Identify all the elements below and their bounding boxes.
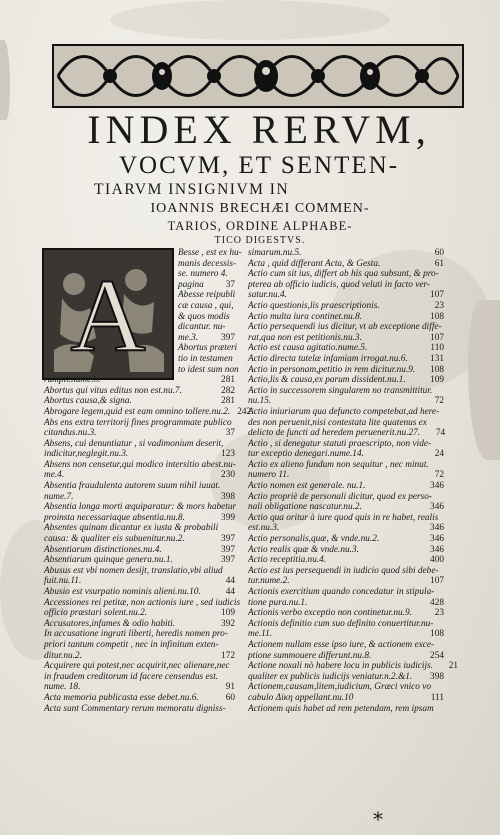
index-entry <box>44 682 235 693</box>
index-entry-text: Actio multa iura continet.nu.8. <box>248 311 363 322</box>
index-entry-text: Actio realis quæ & vnde.nu.3. <box>248 544 359 555</box>
index-entry <box>44 259 235 270</box>
index-entry-text: Actio in successorem singularem no transmittitur. <box>248 385 433 396</box>
index-entry-page: 24 <box>434 449 444 460</box>
index-entry <box>248 449 444 460</box>
index-entry-text: Actio personalis,quæ, & vnde.nu.2. <box>248 534 380 545</box>
index-entry <box>248 375 444 386</box>
index-entry-page: 60 <box>225 692 235 703</box>
index-entry-page: 254 <box>430 650 444 661</box>
index-entry <box>44 566 235 577</box>
index-entry-text: Abs ens extra territorij fines programmate publico <box>44 417 232 428</box>
index-entry <box>44 629 235 640</box>
index-entry <box>248 259 444 270</box>
index-entry <box>44 523 235 534</box>
index-entry <box>44 460 235 471</box>
index-entry <box>44 269 235 280</box>
index-entry-text: dicantur. nu- <box>178 322 226 333</box>
index-entry-text: tione pura.nu.1. <box>248 597 308 608</box>
index-entry-page: 346 <box>430 534 444 545</box>
index-entry <box>44 280 235 291</box>
index-entry <box>44 333 235 344</box>
index-title: INDEX RERVM, <box>87 107 431 152</box>
index-entry-text: Absens non censetur,qui modico intersitio abest.nu- <box>44 459 236 470</box>
index-entry-text: Acta memoria publicasta esse debet.nu.6. <box>44 692 199 703</box>
index-entry-page: 108 <box>430 311 444 322</box>
index-entry-text: priori tantum competit , nec in infinitum exten- <box>44 639 219 650</box>
index-entry-text: Absentia longa morti æquiparatur: & mors habetur <box>44 502 237 513</box>
catchword-asterisk: * <box>373 807 383 831</box>
index-entry-page: 107 <box>430 576 444 587</box>
index-entry <box>248 682 444 693</box>
index-entry-text: Abusio est vsurpatio nominis alieni.nu.10. <box>44 587 201 597</box>
index-entry <box>44 555 235 566</box>
index-entry-text: officio præstari solent.nu.2. <box>44 608 148 619</box>
index-entry <box>248 587 444 598</box>
index-entry <box>44 597 241 609</box>
index-entry-text: Abortus præteri <box>178 343 238 354</box>
index-entry-page: 109 <box>221 608 235 619</box>
index-entry-text: delicto de functi ad heredem peruenerit.nu.27. <box>248 428 421 439</box>
index-entry <box>248 396 444 407</box>
index-entry-text: me.3. <box>178 332 199 343</box>
index-entry-page: 282 <box>221 385 235 396</box>
index-entry-text: Actionem nullam esse ipso iure, & actionem exce- <box>248 639 435 650</box>
index-entry-text: Acta sunt Commentary rerum memoratu digniss- <box>44 703 226 714</box>
index-entry <box>248 640 444 651</box>
index-entry-text: Absentia fraudulenta autorem suum nihil iuuat. <box>44 481 221 492</box>
index-entry-text: Actionis exercitium quando concedatur in stipula- <box>248 587 435 597</box>
index-entry <box>248 608 444 619</box>
index-entry-text: simarum.nu.5. <box>248 248 302 258</box>
index-entry-page: 44 <box>225 576 235 587</box>
index-entry-page: 37 <box>225 428 235 439</box>
index-entry-page: 111 <box>430 692 444 703</box>
index-entry-page: 346 <box>430 481 444 492</box>
index-entry <box>44 290 235 301</box>
index-entry-page: 131 <box>430 353 444 364</box>
index-entry <box>248 312 444 323</box>
index-entry <box>44 502 235 513</box>
index-entry-text: est.nu.3. <box>248 523 280 534</box>
index-entry-text: rumpit.nume.6. <box>44 375 101 386</box>
index-entry <box>248 566 444 577</box>
index-entry-text: manis decessis- <box>178 258 237 269</box>
index-entry <box>44 428 235 439</box>
initial-letter-glyph: A <box>70 258 146 373</box>
index-subtitle-line-5: TICO DIGESTVS. <box>214 235 306 246</box>
index-entry-page: 21 <box>448 661 459 672</box>
index-entry-text: proinsta necessariaque absentia.nu.8. <box>44 512 185 523</box>
index-entry <box>248 704 444 715</box>
index-entry <box>44 396 235 407</box>
index-column-left <box>44 248 252 714</box>
index-entry-text: citandus.nu.3. <box>44 428 97 439</box>
index-entry-text: Actio,lis & causa,ex parum dissident.nu.1. <box>248 375 406 386</box>
index-entry-page: 397 <box>221 555 235 566</box>
index-entry <box>248 661 459 672</box>
index-entry-page: 397 <box>221 544 235 555</box>
index-entry <box>248 555 444 566</box>
water-stain <box>110 0 390 40</box>
index-entry <box>248 301 444 312</box>
index-entry <box>44 513 235 524</box>
index-entry-text: me.11. <box>248 629 273 640</box>
index-entry <box>248 290 444 301</box>
index-entry <box>44 545 235 556</box>
index-entry <box>44 312 235 323</box>
index-entry <box>248 322 444 333</box>
index-entry <box>248 598 444 609</box>
index-entry <box>248 248 444 259</box>
index-entry-text: tur exceptio denegari.nume.14. <box>248 449 364 460</box>
index-entry-text: nume.7. <box>44 491 74 502</box>
index-entry <box>44 492 235 503</box>
index-entry-text: Absentiarum quinque genera.nu.1. <box>44 555 173 566</box>
index-entry-text: Accusatores,infames & odio habiti. <box>44 618 176 629</box>
index-entry <box>44 301 235 312</box>
index-entry <box>248 629 444 640</box>
index-entry <box>44 449 235 460</box>
index-entry <box>44 439 235 450</box>
index-entry <box>248 386 444 397</box>
index-entry <box>44 619 235 630</box>
index-entry-text: Actio questionis,lis praescriptionis. <box>248 300 380 311</box>
index-entry-text: Actio in personam,petitio in rem dicitur.nu.9. <box>248 364 416 375</box>
index-entry <box>44 406 252 418</box>
index-entry-page: 400 <box>430 555 444 566</box>
index-entry-page: 123 <box>221 449 235 460</box>
index-entry <box>44 375 235 386</box>
index-entry <box>44 661 235 672</box>
index-entry <box>248 502 444 513</box>
index-entry <box>248 492 444 503</box>
index-entry-page: 398 <box>221 491 235 502</box>
index-entry-page: 107 <box>430 332 444 343</box>
index-entry-page: 23 <box>434 300 444 311</box>
index-entry-page: 91 <box>225 682 235 693</box>
index-entry-text: cæ causa , qui, <box>178 300 234 311</box>
index-entry <box>44 364 239 376</box>
index-entry-text: qualiter ex publicis iudicijs veniatur.n.2.&1. <box>248 671 413 682</box>
index-entry-text: & quos modis <box>178 311 230 322</box>
index-entry <box>248 513 444 524</box>
index-entry <box>44 608 235 619</box>
index-entry-page: 397 <box>221 332 235 343</box>
index-entry-text: nu.15. <box>248 396 272 407</box>
index-entry-page: 398 <box>430 671 444 682</box>
index-entry <box>248 576 444 587</box>
index-entry <box>248 428 444 439</box>
index-entry-text: Abrogare legem,quid est eam omnino tollere.nu.2. <box>44 406 231 417</box>
index-subtitle-line-2: TIARVM INSIGNIVM IN <box>94 181 290 198</box>
index-entry-text: rat,qua non est petitionis.nu.3. <box>248 332 362 343</box>
index-entry-text: Actio persequendi ius dicitur, vt ab exceptione diffe- <box>248 322 442 333</box>
ornamental-headpiece <box>52 44 464 108</box>
index-entry-page: 242 <box>237 406 252 417</box>
index-entry-text: Actio directa tutelæ infamiam irrogat.nu.6. <box>248 353 408 364</box>
index-entry <box>44 248 242 259</box>
index-entry <box>248 672 444 683</box>
index-entry-text: nali obligatione nascatur.nu.2. <box>248 502 362 513</box>
index-entry <box>248 460 444 471</box>
index-entry-text: Actio qua oritur à iure quod quis in re habet, realis <box>248 512 439 523</box>
index-entry <box>248 407 444 418</box>
index-entry-text: ptione summouere differunt.nu.8. <box>248 650 372 661</box>
index-entry-text: Absentiarum distinctiones.nu.4. <box>44 544 162 555</box>
index-entry-page: 281 <box>221 375 235 386</box>
index-subtitle-line-3: IOANNIS BRECHÆI COMMEN- <box>150 201 370 216</box>
index-entry-page: 230 <box>221 470 235 481</box>
index-entry <box>248 280 444 291</box>
index-entry-text: des non peruenit,nisi contestata lite quatenus ex <box>248 417 427 428</box>
index-entry-text: pterea ab officio iudicis, quod veluti in facto ver- <box>248 279 431 290</box>
index-entry-text: Actio ex alieno fundum non sequitur , nec minut. <box>248 459 429 470</box>
index-entry-page: 172 <box>221 650 235 661</box>
index-entry-page: 37 <box>225 279 235 290</box>
page-tear <box>0 40 10 120</box>
index-entry-text: Acta , quid differant Acta, & Gesta. <box>248 258 381 269</box>
index-entry-text: numero 11. <box>248 470 290 481</box>
index-entry-page: 61 <box>434 258 444 269</box>
index-entry-text: Accessiones rei petitæ, non actionis iure , sed iudicis <box>44 597 241 608</box>
index-entry <box>44 534 235 545</box>
index-entry-page: 109 <box>430 375 444 386</box>
index-entry-text: Absentes quinam dicantur ex iusta & probabili <box>44 523 219 534</box>
index-entry-page: 107 <box>430 290 444 301</box>
index-entry-page: 74 <box>435 428 446 439</box>
index-entry-text: Actio est causa agitatio.nume.5. <box>248 343 368 354</box>
index-entry-text: Abortus qui vitus editus non est.nu.7. <box>44 385 182 396</box>
index-entry-page: 346 <box>430 502 444 513</box>
index-entry-text: me.4. <box>44 470 65 481</box>
index-entry-text: Abusus est vbi nomen desijt, translatio,vbi aliud <box>44 565 223 576</box>
page-tear <box>468 300 500 460</box>
index-entry-text: Abesse reipubli <box>178 290 236 301</box>
index-entry <box>44 704 235 715</box>
index-entry-text: pagina <box>178 279 204 290</box>
index-entry-text: In accusatione ingrati liberti, heredis nomen pro- <box>44 629 228 640</box>
index-subtitle-line-4: TARIOS, ORDINE ALPHABE- <box>167 219 353 233</box>
index-entry-page: 281 <box>221 396 235 407</box>
index-entry-page: 346 <box>430 544 444 555</box>
index-entry-text: Actio cum sit ius, differt ab his qua subsunt, & pro- <box>248 269 439 280</box>
index-entry <box>44 640 235 651</box>
index-entry-text: Abortus causa,& signa. <box>44 396 132 407</box>
index-entry-text: ditur.nu.2. <box>44 650 82 661</box>
index-entry-page: 44 <box>225 587 235 597</box>
index-entry-text: indicitur,neglegit.nu.3. <box>44 449 129 460</box>
index-entry <box>248 534 444 545</box>
index-entry-text: Actio receptitia.nu.4. <box>248 555 327 566</box>
index-entry <box>44 481 235 492</box>
index-entry-text: Actionis definitio cum suo definito conuertitur.nu- <box>248 618 434 629</box>
index-entry-text: Actio nomen est generale. nu.1. <box>248 481 366 492</box>
index-entry-text: tur.nume.2. <box>248 576 290 587</box>
index-entry-page: 346 <box>430 523 444 534</box>
index-entry-text: Besse , est ex hu- <box>178 248 242 258</box>
index-entry-page: 108 <box>430 364 444 375</box>
index-entry <box>248 470 444 481</box>
index-entry <box>248 481 444 492</box>
index-entry-text: tio in testamen <box>178 353 233 364</box>
index-entry-text: in fraudem creditorum id facere censendus est. <box>44 671 219 682</box>
index-entry-text: nume. 18. <box>44 682 81 693</box>
index-entry-text: fuit.nu.11. <box>44 576 82 587</box>
index-entry <box>248 651 444 662</box>
index-entry-page: 72 <box>434 396 444 407</box>
index-entry <box>248 343 444 354</box>
index-entry <box>248 439 444 450</box>
index-entry-page: 399 <box>221 512 235 523</box>
index-entry <box>248 365 444 376</box>
index-subtitle-line-1: VOCVM, ET SENTEN- <box>118 152 400 179</box>
index-entry <box>44 343 238 354</box>
index-entry <box>248 619 444 630</box>
index-entry <box>248 523 444 534</box>
index-entry <box>248 693 444 704</box>
index-entry-page: 23 <box>434 608 444 619</box>
index-entry <box>44 418 235 429</box>
index-entry-page: 108 <box>430 629 444 640</box>
index-entry-page: 110 <box>430 343 444 354</box>
index-entry-text: Actio iniuriarum qua defuncto competebat,ad here- <box>248 406 440 417</box>
index-entry-text: Actionem,causam,litem,iudicium, Græci vnico vo <box>248 682 432 693</box>
index-entry-page: 72 <box>434 470 444 481</box>
index-entry-text: Actio est ius persequendi in iudicio quod sibi debe- <box>248 565 439 576</box>
index-entry-text: Actionis verbo exceptio non continetur.nu.9. <box>248 608 412 619</box>
index-entry-text: Actio propriè de personali dicitur, quod ex perso- <box>248 491 433 502</box>
index-entry-text: satur.nu.4. <box>248 290 288 301</box>
index-entry-page: 428 <box>430 597 444 608</box>
index-entry <box>248 333 444 344</box>
index-entry <box>248 354 444 365</box>
index-entry-text: Actionem quis habet ad rem petendam, rem ipsam <box>248 703 434 714</box>
index-entry <box>44 651 235 662</box>
index-entry <box>44 354 235 365</box>
index-entry-text: se. numero 4. <box>178 269 228 280</box>
index-entry <box>44 672 235 683</box>
index-entry <box>44 576 235 587</box>
index-entry-text: Absens, cui denuntiatur , si vadimonium deserit, <box>44 438 224 449</box>
index-entry-page: 397 <box>221 534 235 545</box>
index-entry-text: causa: & qualiter eis subuenitur.nu.2. <box>44 534 185 545</box>
index-entry-text: Acquirere qui potest,nec acquirit,nec alienare,nec <box>44 661 230 672</box>
index-entry <box>248 418 444 429</box>
index-entry <box>248 269 444 280</box>
index-column-right <box>248 248 459 714</box>
index-entry <box>44 322 235 333</box>
index-entry-text: to idest sum non <box>178 364 239 375</box>
index-entry-page: 60 <box>434 248 444 258</box>
index-entry <box>44 587 235 598</box>
index-entry-text: cabulo Δίκη appellant.nu.10 <box>248 692 354 703</box>
index-entry-page: 392 <box>221 618 235 629</box>
index-entry <box>44 693 235 704</box>
index-entry <box>44 386 235 397</box>
index-entry-text: Actio , si denegatur statuti praescripto, non vide- <box>248 438 432 449</box>
index-entry-text: Actione noxali nò habere locu in publicis iudicijs. <box>248 661 434 672</box>
index-entry <box>44 470 235 481</box>
index-entry <box>248 545 444 556</box>
